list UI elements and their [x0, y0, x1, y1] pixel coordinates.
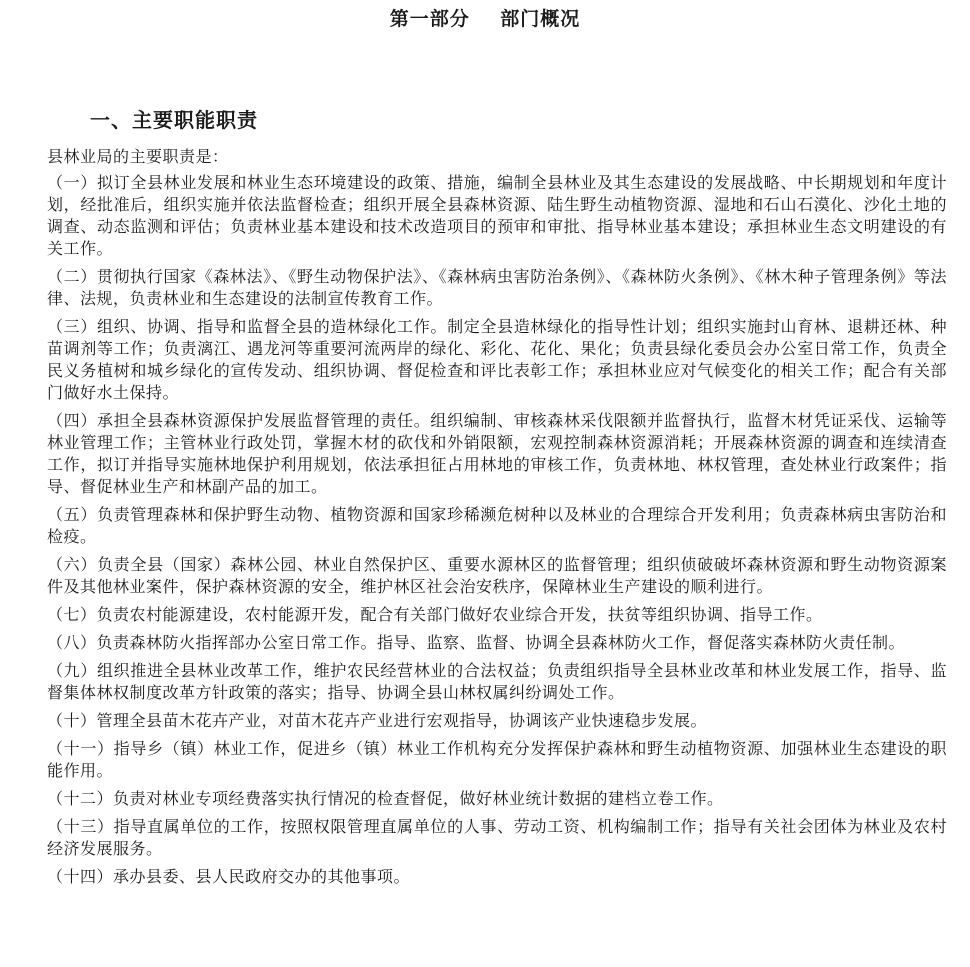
duty-paragraph-12: （十二）负责对林业专项经费落实执行情况的检查督促，做好林业统计数据的建档立卷工作。 — [47, 789, 724, 808]
document-body — [47, 146, 947, 894]
duty-paragraph-14: （十四）承办县委、县人民政府交办的其他事项。 — [47, 867, 411, 886]
duty-paragraph-9: （九）组织推进全县林业改革工作，维护农民经营林业的合法权益；负责组织指导全县林业改革和林业发展工作，指导、监督集体林权制度改革方针政策的落实；指导、协调全县山林权属纠纷调处工作。 — [47, 661, 947, 702]
duty-paragraph-10: （十）管理全县苗木花卉产业，对苗木花卉产业进行宏观指导，协调该产业快速稳步发展。 — [47, 711, 708, 730]
duty-paragraph-11: （十一）指导乡（镇）林业工作，促进乡（镇）林业工作机构充分发挥保护森林和野生动植物资源、加强林业生态建设的职能作用。 — [47, 739, 947, 780]
duty-paragraph-7: （七）负责农村能源建设，农村能源开发，配合有关部门做好农业综合开发，扶贫等组织协调、指导工作。 — [47, 605, 823, 624]
duty-paragraph-4: （四）承担全县森林资源保护发展监督管理的责任。组织编制、审核森林采伐限额并监督执行，监督木材凭证采伐、运输等林业管理工作；主管林业行政处罚，掌握木材的砍伐和外销限额，宏观控制森林资源消耗；开展森林资源的调查和连续清查工作，拟订并指导实施林地保护利用规划，依法承担征占用林地的审核工作，负责林地、林权管理，查处林业行政案件；指导、督促林业生产和林副产品的加工。 — [47, 411, 947, 496]
duty-paragraph-3: （三）组织、协调、指导和监督全县的造林绿化工作。制定全县造林绿化的指导性计划；组织实施封山育林、退耕还林、种苗调剂等工作；负责漓江、遇龙河等重要河流两岸的绿化、彩化、花化、果化；负责县绿化委员会办公室日常工作，负责全民义务植树和城乡绿化的宣传发动、组织协调、督促检查和评比表彰工作；承担林业应对气候变化的相关工作；配合有关部门做好水土保持。 — [47, 317, 947, 402]
duty-paragraph-1: （一）拟订全县林业发展和林业生态环境建设的政策、措施，编制全县林业及其生态建设的发展战略、中长期规划和年度计划，经批准后，组织实施并依法监督检查；组织开展全县森林资源、陆生野生动植物资源、湿地和石山石漠化、沙化土地的调查、动态监测和评估；负责林业基本建设和技术改造项目的预审和审批、指导林业基本建设；承担林业生态文明建设的有关工作。 — [47, 173, 947, 258]
duty-paragraph-2: （二）贯彻执行国家《森林法》、《野生动物保护法》、《森林病虫害防治条例》、《森林防火条例》、《林木种子管理条例》等法律、法规，负责林业和生态建设的法制宣传教育工作。 — [47, 267, 947, 308]
intro-paragraph: 县林业局的主要职责是： — [47, 147, 229, 166]
duty-paragraph-6: （六）负责全县（国家）森林公园、林业自然保护区、重要水源林区的监督管理；组织侦破破坏森林资源和野生动物资源案件及其他林业案件，保护森林资源的安全，维护林区社会治安秩序，保障林业生产建设的顺利进行。 — [47, 555, 947, 596]
page-title: 第一部分 部门概况 — [389, 8, 581, 30]
duty-paragraph-5: （五）负责管理森林和保护野生动物、植物资源和国家珍稀濒危树种以及林业的合理综合开发利用；负责森林病虫害防治和检疫。 — [47, 505, 947, 546]
duty-paragraph-8: （八）负责森林防火指挥部办公室日常工作。指导、监察、监督、协调全县森林防火工作，督促落实森林防火责任制。 — [47, 633, 906, 652]
duty-paragraph-13: （十三）指导直属单位的工作，按照权限管理直属单位的人事、劳动工资、机构编制工作；指导有关社会团体为林业及农村经济发展服务。 — [47, 817, 947, 858]
section-heading: 一、主要职能职责 — [90, 108, 258, 132]
